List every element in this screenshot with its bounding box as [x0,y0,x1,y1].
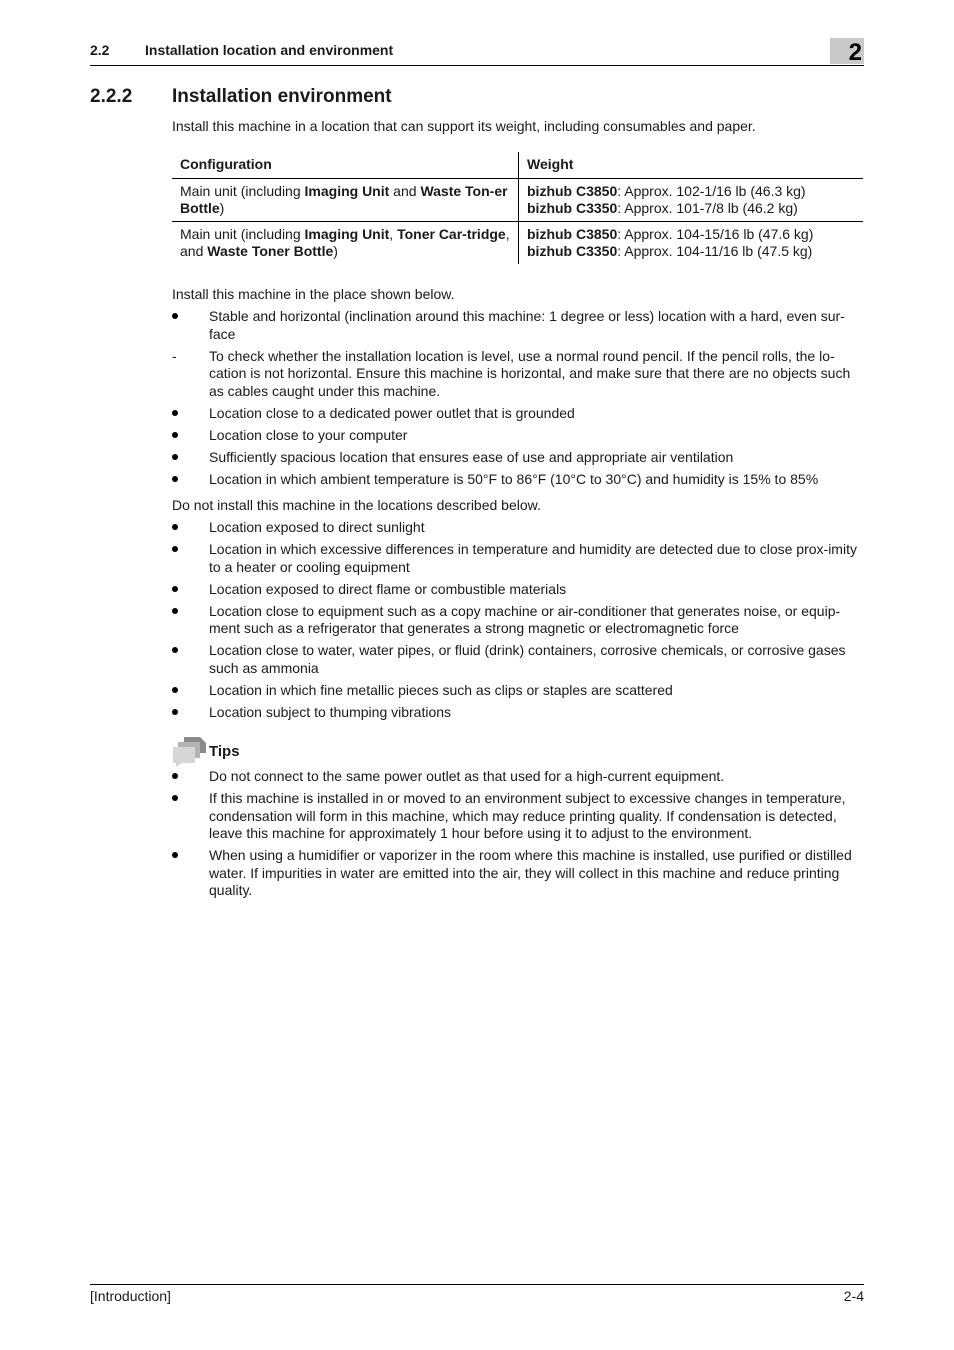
bullet-icon [172,581,186,599]
bold-text: Imaging Unit [304,226,390,242]
text-run: , [389,226,398,242]
section-heading-title: Installation environment [172,86,392,107]
table-cell-weight [519,179,864,222]
table-row [172,179,863,222]
bullet-icon [172,642,186,660]
bold-text: Imaging Unit [304,183,390,199]
table-row [172,222,863,265]
list-item-text: Location subject to thumping vibrations [209,703,452,720]
table-header-configuration: Configuration [172,152,519,179]
text-run: , and [180,226,510,259]
bold-text: Toner Car-tridge [397,226,506,242]
list-item-text: Location exposed to direct flame or combustible materials [209,580,567,597]
list-item-text: Location in which fine metallic pieces such as clips or staples are scattered [209,681,673,698]
list-item-text: Location close to a dedicated power outlet that is grounded [209,404,575,421]
bullet-icon [172,603,186,621]
weight-line [527,243,855,260]
bullet-icon [172,427,186,445]
tips-label: Tips [209,743,240,760]
weight-line [527,200,855,217]
text-run: : Approx. 102-1/16 lb (46.3 kg) [617,183,806,199]
list-item [172,348,864,401]
header-section-number: 2.2 [90,42,110,58]
bullet-icon [172,847,186,865]
list-item-text: Location close to water, water pipes, or fluid (drink) containers, corrosive chemicals, or corrosive gases such as ammonia [209,642,846,676]
list-item [172,704,864,722]
install-intro: Install this machine in the place shown below. [172,286,455,302]
list-item [172,581,864,599]
bold-text: Waste Ton-er Bottle [180,183,508,216]
bullet-icon [172,768,186,786]
section-heading [90,86,392,108]
table-cell-config [172,222,519,265]
text-run: : Approx. 101-7/8 lb (46.2 kg) [617,199,798,216]
bullet-icon [172,519,186,537]
page-footer [90,1284,864,1304]
page-header [90,38,864,66]
bullet-icon [172,308,186,326]
text-run: and [389,183,421,199]
table-header-weight: Weight [519,152,864,179]
bold-text: bizhub C3850 [527,226,618,242]
bullet-icon [172,471,186,489]
weight-table [172,152,863,264]
list-item-text: Sufficiently spacious location that ensures ease of use and appropriate air ventilation [209,448,734,465]
text-run: : Approx. 104-11/16 lb (47.5 kg) [617,242,813,259]
list-item-text: Location exposed to direct sunlight [209,519,425,535]
list-item [172,790,864,843]
bullet-icon [172,682,186,700]
list-item [172,308,864,343]
dash-marker: - [172,347,177,364]
bold-text: bizhub C3350 [527,199,618,216]
list-item-text: If this machine is installed in or moved to an environment subject to excessive changes in temperature, condensation will form in this machine, which may reduce printing quality. If condensation is detected, leave this machine for approximately 1 hour before using it to adjust to the environment. [209,790,846,841]
list-item [172,642,864,677]
list-item-text: Location in which ambient temperature is 50°F to 86°F (10°C to 30°C) and humidity is 15% to 85% [209,470,819,487]
header-section-title: Installation location and environment [145,42,394,58]
list-item [172,847,864,900]
list-item-text: Location close to equipment such as a copy machine or air-conditioner that generates noise, or equip-ment such as a refrigerator that generates a strong magnetic or electromagnetic force [209,602,841,636]
list-item-text: To check whether the installation location is level, use a normal round pencil. If the pencil rolls, the lo-cation is not horizontal. Ensure this machine is horizontal, and make sure that there are no objects such as cables caught under this machine. [209,347,851,399]
text-run: Main unit (including [180,183,305,199]
footer-page-number: 2-4 [843,1288,864,1304]
bullet-icon [172,704,186,722]
list-item [172,427,864,445]
bold-text: Waste Toner Bottle [207,242,334,259]
list-item-text: Do not connect to the same power outlet as that used for a high-current equipment. [209,768,725,784]
list-item-text: When using a humidifier or vaporizer in the room where this machine is installed, use purified or distilled water. If impurities in water are emitted into the air, they will collect in this machine and reduce printing quality. [209,847,852,898]
footer-chapter-label: [Introduction] [90,1288,171,1304]
text-run: Main unit (including [180,226,305,242]
avoid-intro: Do not install this machine in the locations described below. [172,497,541,513]
list-item-text: Stable and horizontal (inclination around this machine: 1 degree or less) location with a hard, even sur-face [209,308,845,342]
bold-text: bizhub C3850 [527,183,618,199]
tips-list [172,768,864,904]
list-item [172,682,864,700]
bullet-icon [172,449,186,467]
table-cell-config [172,179,519,222]
install-conditions-list [172,308,864,493]
bullet-icon [172,790,186,808]
chapter-number-box: 2 [830,38,864,64]
list-item [172,405,864,423]
bold-text: bizhub C3350 [527,242,618,259]
text-run: ) [219,199,225,216]
bullet-icon [172,541,186,559]
list-item [172,541,864,576]
text-run: ) [333,242,338,259]
section-heading-number: 2.2.2 [90,86,133,107]
avoid-locations-list [172,519,864,726]
bullet-icon [172,405,186,423]
weight-line [527,226,855,243]
list-item [172,519,864,537]
list-item [172,449,864,467]
list-item [172,768,864,786]
table-cell-weight [519,222,864,265]
list-item-text: Location in which excessive differences in temperature and humidity are detected due to close prox-imity to a heater or cooling equipment [209,541,857,575]
list-item [172,603,864,638]
table-header-row [172,152,863,179]
intro-paragraph: Install this machine in a location that can support its weight, including consumables and paper. [172,118,756,134]
text-run: : Approx. 104-15/16 lb (47.6 kg) [617,226,814,242]
weight-line [527,183,855,200]
tips-pages-icon [172,736,208,768]
list-item-text: Location close to your computer [209,426,408,443]
list-item [172,471,864,489]
